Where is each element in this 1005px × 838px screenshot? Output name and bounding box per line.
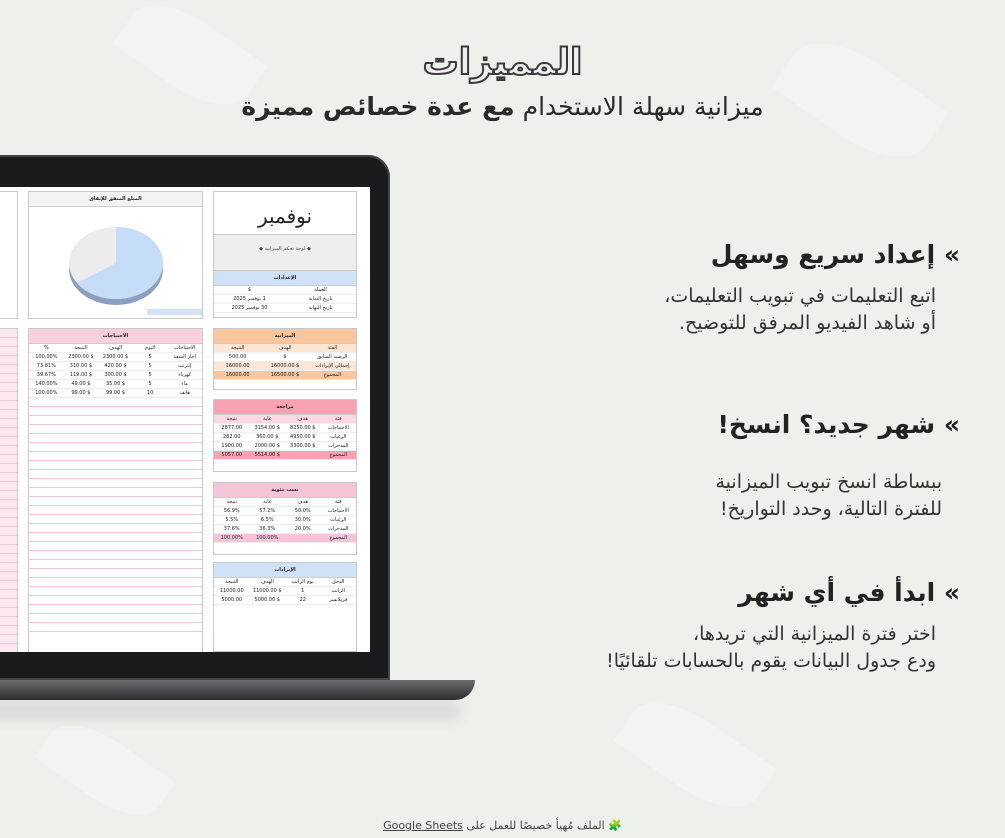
pie-chart-title: المبلغ المنفق للإنفاق [29, 192, 202, 207]
partial-column [0, 191, 18, 319]
table-row: أجار الشقة 5 $ 2300.00 $ 2300.00 100.00% [29, 353, 202, 362]
table-row: كهرباء 5 $ 300.00 $ 119.00 39.67% [29, 371, 202, 380]
footer-prefix: 🧩 الملف مُهيأ خصيصًا للعمل على [462, 819, 622, 832]
laptop-shadow [0, 700, 460, 720]
empty-rows [29, 398, 202, 638]
month-name: نوفمبر [257, 204, 313, 228]
table-row: فريلانسر 22 $ 5000.00 5000.00 [214, 596, 356, 605]
pie-chart [29, 207, 203, 317]
budget-table [213, 328, 357, 390]
background-leaf [35, 708, 176, 832]
income-title: الإيرادات [214, 563, 356, 578]
background-leaf [613, 683, 776, 826]
table-header: الدخل يوم الراتب الهدف النتيجة [214, 578, 356, 587]
needs-title: الاحتياجات [29, 329, 202, 344]
feature-line: للفترة التالية، وحدد التواريخ! [719, 498, 942, 520]
table-row: إجمالي الإيرادات $ 16000.00 16000.00 [214, 362, 356, 371]
feature-line: أو شاهد الفيديو المرفق للتوضيح. [678, 312, 936, 334]
settings-table [213, 270, 357, 318]
table-row: المجموع 100.00% 100.00% [214, 534, 356, 543]
table-row: الراتب 1 $ 11000.00 11000.00 [214, 587, 356, 596]
settings-title: الإعدادات [214, 271, 356, 286]
feature-title: » شهر جديد؟ انسخ! [717, 410, 960, 439]
feature-title: » إعداد سريع وسهل [710, 240, 960, 269]
table-header: فئة هدف غاية نتيجة [214, 415, 356, 424]
table-row: المدخرات 20.0% 36.3% 37.6% [214, 525, 356, 534]
pie-chart-card [28, 191, 203, 319]
review-title: مراجعة [214, 400, 356, 415]
table-row: تاريخ البداية 1 نوفمبر 2025 [214, 295, 356, 304]
table-row: الرغبات 30.0% 6.5% 5.5% [214, 516, 356, 525]
income-table [213, 562, 357, 652]
feature-new-month [715, 410, 960, 523]
laptop-base [0, 680, 475, 700]
pie-scrollbar [147, 309, 202, 315]
page-title: المميزات [422, 42, 583, 83]
feature-any-month [606, 578, 960, 675]
table-row: ماء 5 $ 35.00 $ 49.00 140.00% [29, 380, 202, 389]
table-row: الاحتياجات 50.0% 57.2% 56.9% [214, 507, 356, 516]
table-header: الفئة الهدف النتيجة [214, 344, 356, 353]
review-table [213, 399, 357, 472]
table-row: الرغبات $ 4950.00 $ 360.00 282.00 [214, 433, 356, 442]
percent-title: نسب مئوية [214, 483, 356, 498]
table-row: إنترنت 5 $ 420.00 $ 310.00 73.81% [29, 362, 202, 371]
feature-quick-setup [664, 240, 960, 337]
table-header: الاحتياجات اليوم الهدف النتيجة % [29, 344, 202, 353]
table-row: الرصيد السابق $ 500.00 [214, 353, 356, 362]
feature-line: ودع جدول البيانات يقوم بالحسابات تلقائيًا! [606, 650, 936, 672]
table-row: الاحتياجات $ 8250.00 $ 3154.00 2877.00 [214, 424, 356, 433]
spreadsheet-screen [0, 187, 370, 652]
table-row: تاريخ النهاية 30 نوفمبر 2025 [214, 304, 356, 313]
feature-line: ببساطة انسخ تبويب الميزانية [715, 471, 942, 493]
table-row: المجموع $ 5514.00 5057.00 [214, 451, 356, 460]
subtitle-bold: مع عدة خصائص مميزة [241, 92, 515, 121]
table-row: المجموع $ 16500.00 16000.00 [214, 371, 356, 380]
page-subtitle [0, 92, 1005, 121]
google-sheets-link[interactable]: Google Sheets [383, 819, 463, 832]
table-row: المدخرات $ 3300.00 $ 2000.00 1900.00 [214, 442, 356, 451]
month-card [213, 191, 357, 276]
feature-line: اختر فترة الميزانية التي تريدها، [692, 623, 936, 645]
table-row: العملة $ [214, 286, 356, 295]
feature-title: » ابدأ في أي شهر [738, 578, 960, 607]
footer-note [0, 819, 1005, 832]
table-header: فئة هدف غاية نتيجة [214, 498, 356, 507]
subtitle-regular: ميزانية سهلة الاستخدام [514, 92, 764, 121]
percent-table [213, 482, 357, 555]
needs-table [28, 328, 203, 652]
budget-title: الميزانية [214, 329, 356, 344]
feature-line: اتبع التعليمات في تبويب التعليمات، [664, 285, 936, 307]
dashboard-link[interactable]: ◆ لوحة تحكم الميزانية ◆ [214, 234, 356, 276]
table-row: هاتف 10 $ 99.00 $ 99.00 100.00% [29, 389, 202, 398]
partial-column-checks [0, 328, 18, 652]
